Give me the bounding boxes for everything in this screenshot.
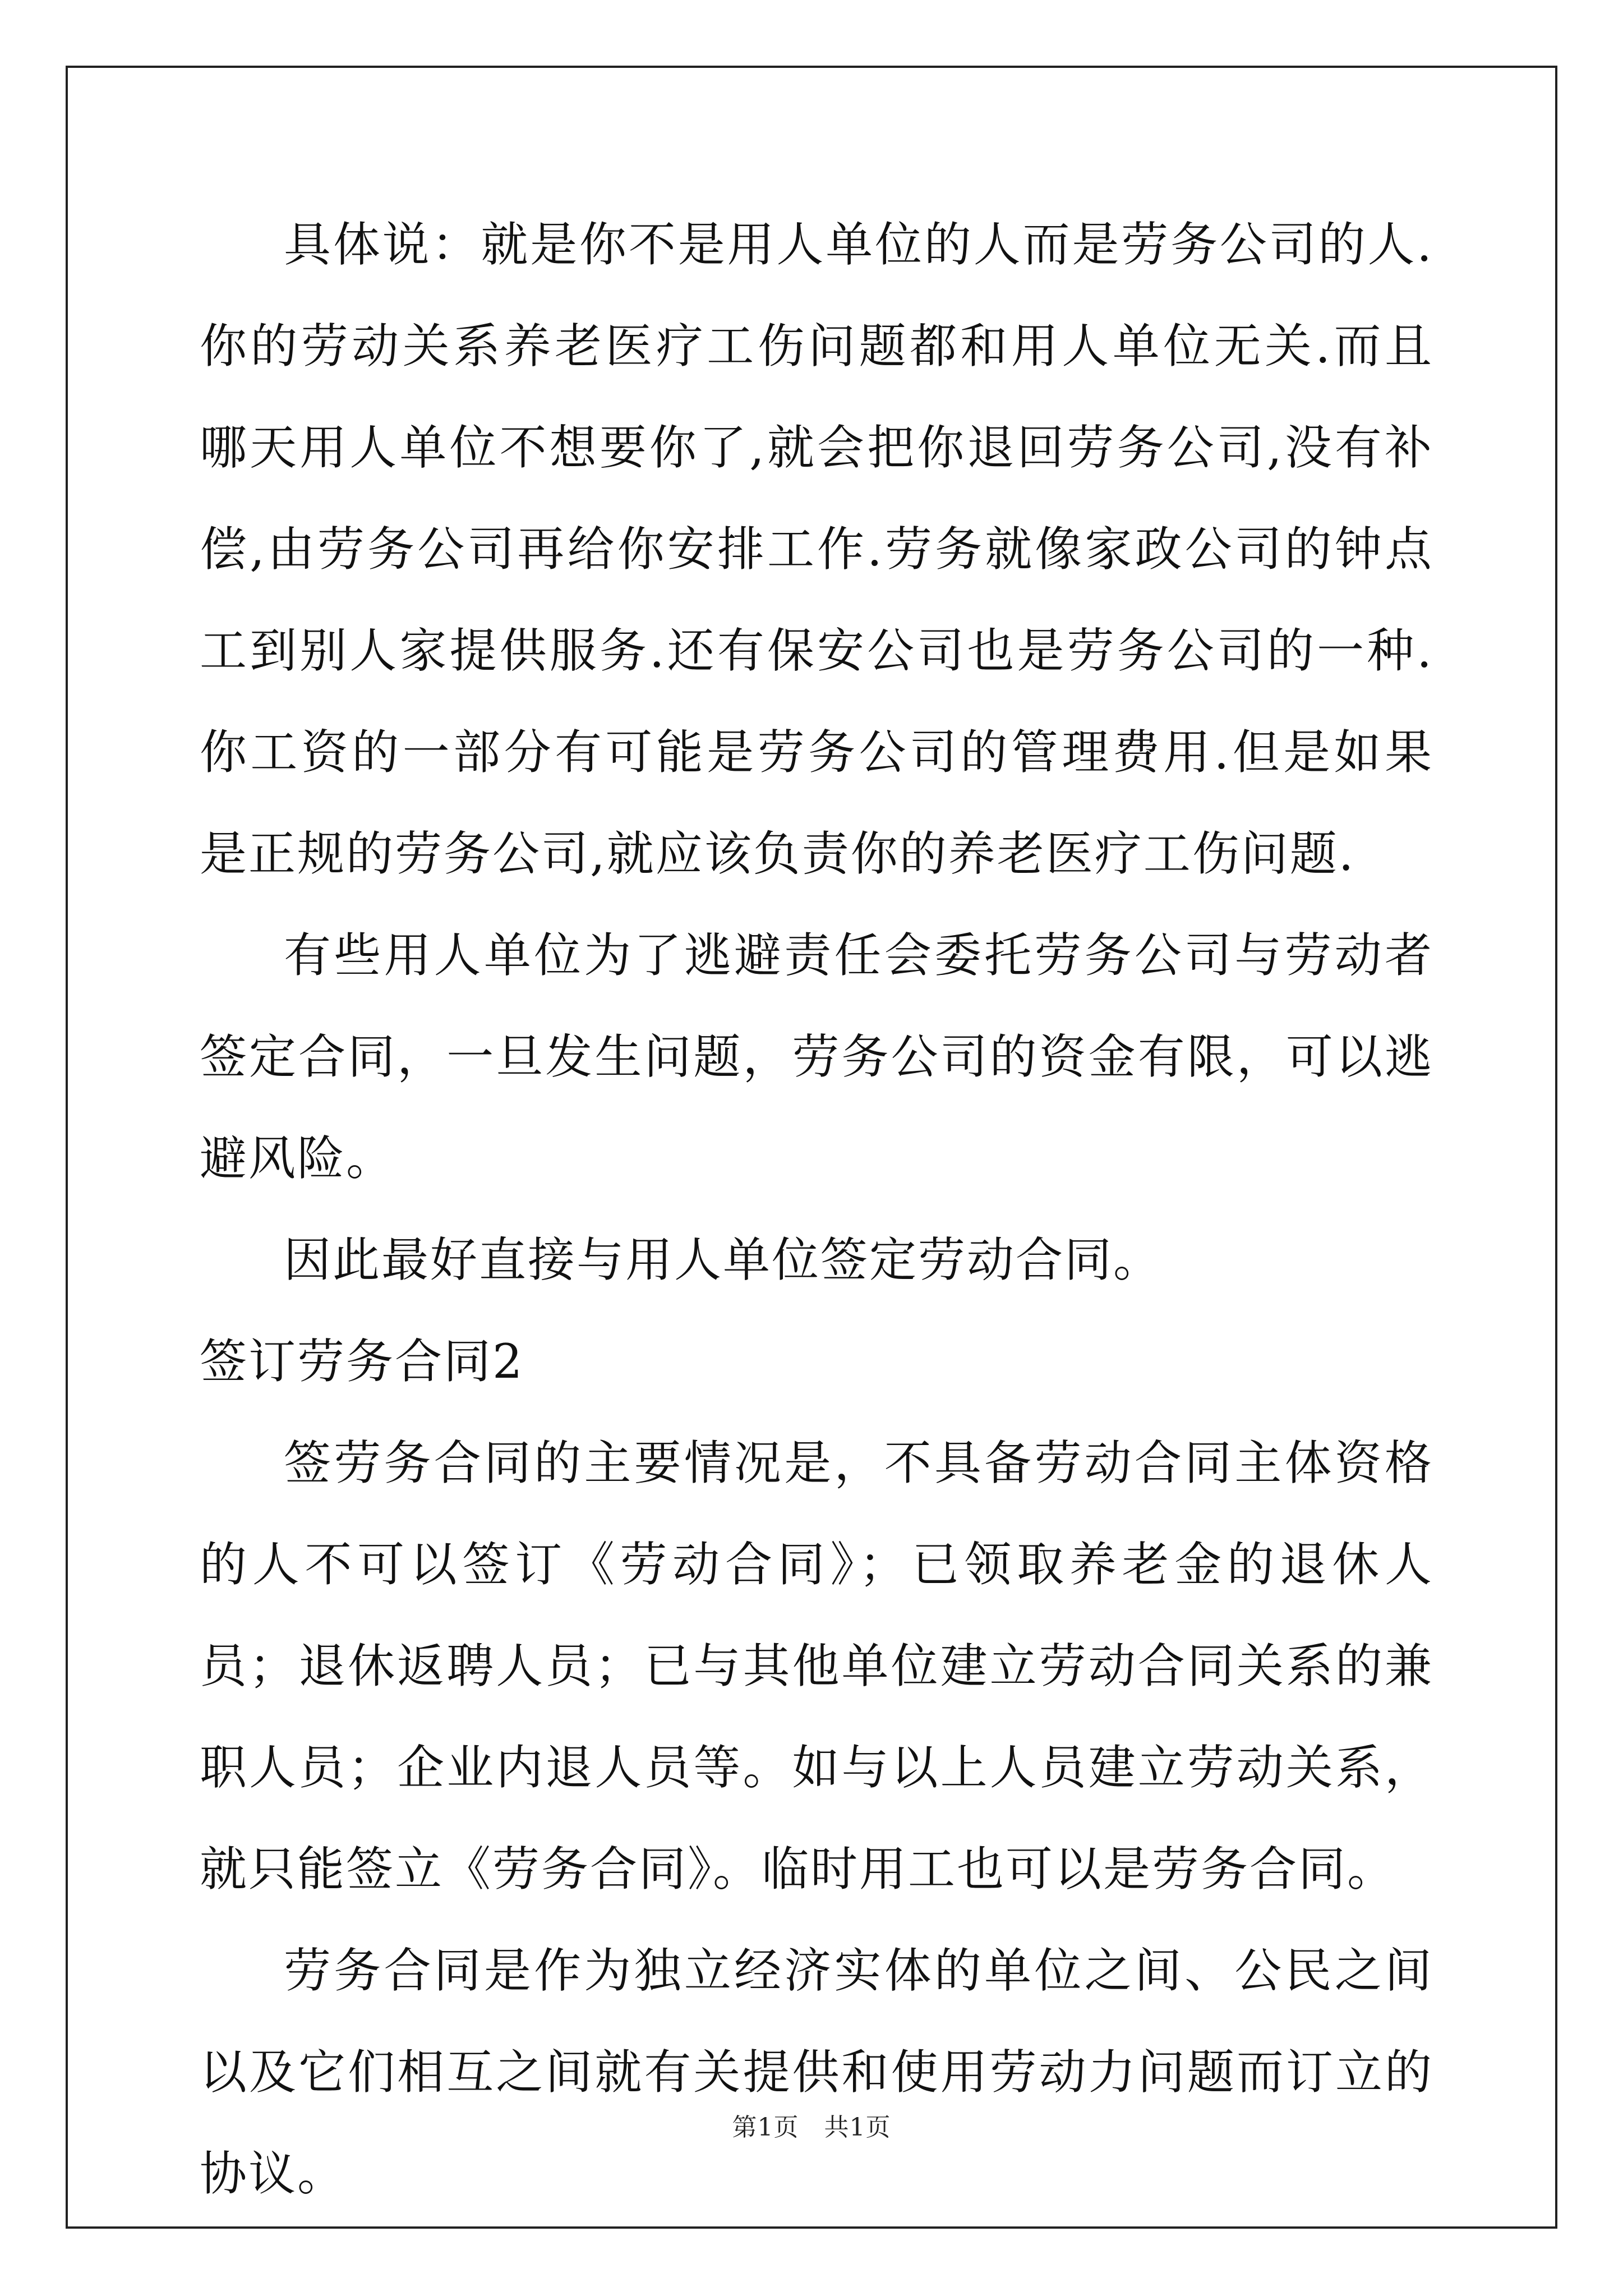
document-body <box>200 194 1433 2225</box>
section-heading: 签订劳务合同2 <box>200 1334 524 1389</box>
page-footer: 第1页 共1页 <box>732 2113 891 2142</box>
paragraph-5: 劳务合同是作为独立经济实体的单位之间、公民之间以及它们相互之间就有关提供和使用劳动力问题而订立的协议。 <box>200 1943 1433 2201</box>
paragraph-1: 具体说：就是你不是用人单位的人而是劳务公司的人.你的劳动关系养老医疗工伤问题都和用人单位无关.而且哪天用人单位不想要你了,就会把你退回劳务公司,没有补偿,由劳务公司再给你安排工作.劳务就像家政公司的钟点工到别人家提供服务.还有保安公司也是劳务公司的一种.你工资的一部分有可能是劳务公司的管理费用.但是如果是正规的劳务公司,就应该负责你的养老医疗工伤问题. <box>200 217 1433 881</box>
paragraph-2: 有些用人单位为了逃避责任会委托劳务公司与劳动者签定合同，一旦发生问题，劳务公司的资金有限，可以逃避风险。 <box>200 928 1433 1186</box>
paragraph-3: 因此最好直接与用人单位签定劳动合同。 <box>284 1232 1163 1287</box>
paragraph-4: 签劳务合同的主要情况是，不具备劳动合同主体资格的人不可以签订《劳动合同》；已领取养老金的退休人员；退休返聘人员；已与其他单位建立劳动合同关系的兼职人员；企业内退人员等。如与以上人员建立劳动关系，就只能签立《劳务合同》。临时用工也可以是劳务合同。 <box>200 1435 1433 1897</box>
